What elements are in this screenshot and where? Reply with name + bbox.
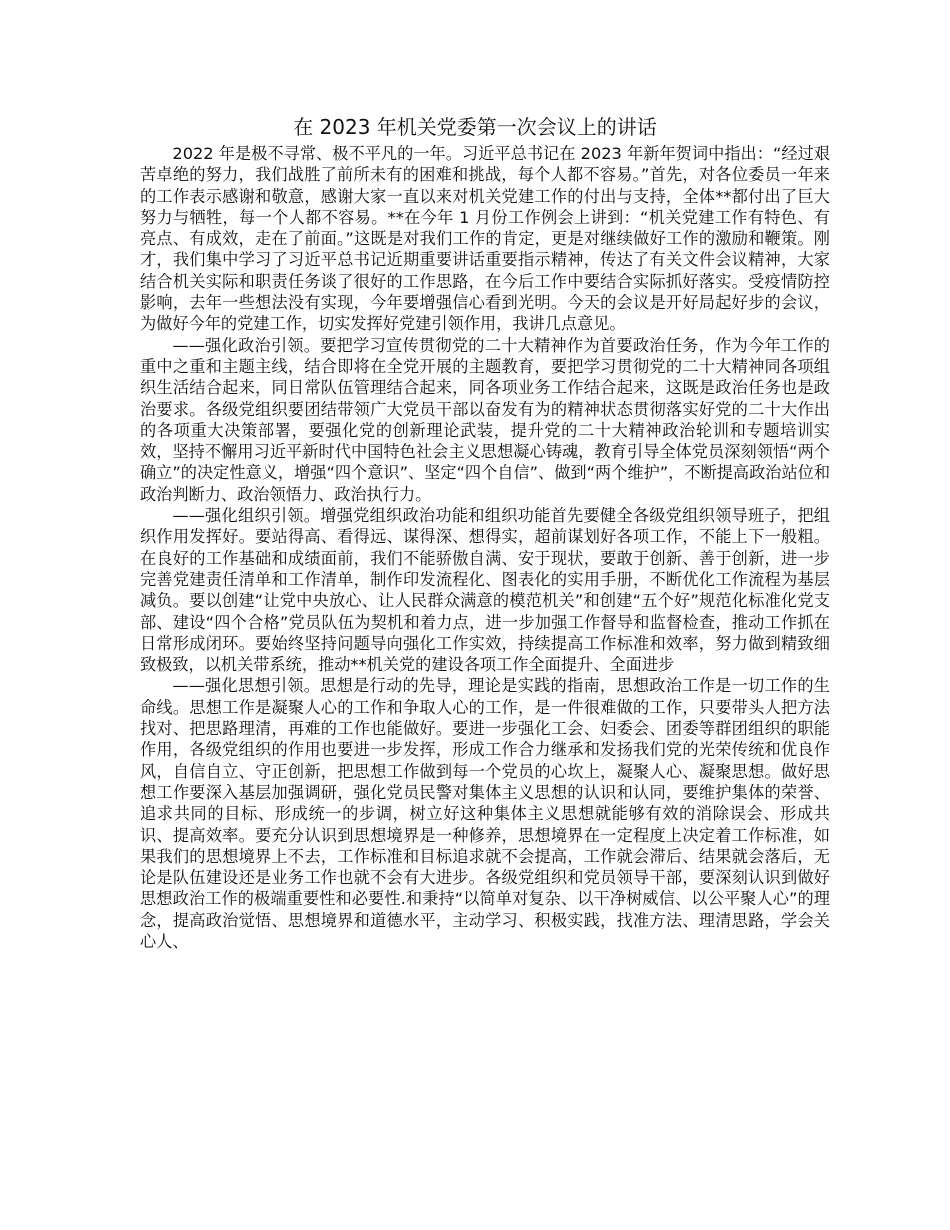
paragraph-organizational-guidance: ——强化组织引领。增强党组织政治功能和组织功能首先要健全各级党组织领导班子，把组织作用发挥好。要站得高、看得远、谋得深、想得实，超前谋划好各项工作，不能上下一般粗。在良好的工作基础和成绩面前，我们不能骄傲自满、安于现状，要敢于创新、善于创新，进一步完善党建责任清单和工作清单，制作印发流程化、图表化的实用手册，不断优化工作流程为基层减负。要以创建“让党中央放心、让人民群众满意的模范机关”和创建“五个好”规范化标准化党支部、建设“四个合格”党员队伍为契机和着力点，进一步加强工作督导和监督检查，推动工作抓在日常形成闭环。要始终坚持问题导向强化工作实效，持续提高工作标准和效率，努力做到精致细致极致，以机关带系统，推动**机关党的建设各项工作全面提升、全面进步 [140, 506, 830, 675]
paragraph-intro: 2022 年是极不寻常、极不平凡的一年。习近平总书记在 2023 年新年贺词中指出：“经过艰苦卓绝的努力，我们战胜了前所未有的困难和挑战，每个人都不容易。”首先，对各位委员一年来的工作表示感谢和敬意，感谢大家一直以来对机关党建工作的付出与支持，全体**都付出了巨大努力与牺牲，每一个人都不容易。**在今年 1 月份工作例会上讲到：“机关党建工作有特色、有亮点、有成效，走在了前面。”这既是对我们工作的肯定，更是对继续做好工作的激励和鞭策。刚才，我们集中学习了习近平总书记近期重要讲话重要指示精神，传达了有关文件会议精神，大家结合机关实际和职责任务谈了很好的工作思路，在今后工作中要结合实际抓好落实。受疫情防控影响，去年一些想法没有实现，今年要增强信心看到光明。今天的会议是开好局起好步的会议，为做好今年的党建工作，切实发挥好党建引领作用，我讲几点意见。 [140, 144, 830, 334]
document-title: 在 2023 年机关党委第一次会议上的讲话 [293, 115, 657, 139]
paragraph-ideological-guidance: ——强化思想引领。思想是行动的先导，理论是实践的指南，思想政治工作是一切工作的生命线。思想工作是凝聚人心的工作和争取人心的工作，是一件很难做的工作，只要带头人把方法找对、把思路理清，再难的工作也能做好。要进一步强化工会、妇委会、团委等群团组织的职能作用，各级党组织的作用也要进一步发挥，形成工作合力继承和发扬我们党的光荣传统和优良作风，自信自立、守正创新，把思想工作做到每一个党员的心坎上，凝聚人心、凝聚思想。做好思想工作要深入基层加强调研，强化党员民警对集体主义思想的认识和认同，要维护集体的荣誉、追求共同的目标、形成统一的步调，树立好这种集体主义思想就能够有效的消除误会、形成共识、提高效率。要充分认识到思想境界是一种修养，思想境界在一定程度上决定着工作标准，如果我们的思想境界上不去，工作标准和目标追求就不会提高，工作就会滞后、结果就会落后，无论是队伍建设还是业务工作也就不会有大进步。各级党组织和党员领导干部，要深刻认识到做好思想政治工作的极端重要性和必要性.和秉持“以简单对复杂、以干净树威信、以公平聚人心”的理念，提高政治觉悟、思想境界和道德水平，主动学习、积极实践，找准方法、理清思路，学会关心人、 [140, 676, 830, 951]
document-body [140, 143, 830, 952]
paragraph-political-guidance: ——强化政治引领。要把学习宣传贯彻党的二十大精神作为首要政治任务，作为今年工作的重中之重和主题主线，结合即将在全党开展的主题教育，要把学习贯彻党的二十大精神同各项组织生活结合起来，同日常队伍管理结合起来，同各项业务工作结合起来，这既是政治任务也是政治要求。各级党组织要团结带领广大党员干部以奋发有为的精神状态贯彻落实好党的二十大作出的各项重大决策部署，要强化党的创新理论武装，提升党的二十大精神政治轮训和专题培训实效，坚持不懈用习近平新时代中国特色社会主义思想凝心铸魂，教育引导全体党员深刻领悟“两个确立”的决定性意义，增强“四个意识”、坚定“四个自信”、做到“两个维护”，不断提高政治站位和政治判断力、政治领悟力、政治执行力。 [140, 335, 831, 504]
